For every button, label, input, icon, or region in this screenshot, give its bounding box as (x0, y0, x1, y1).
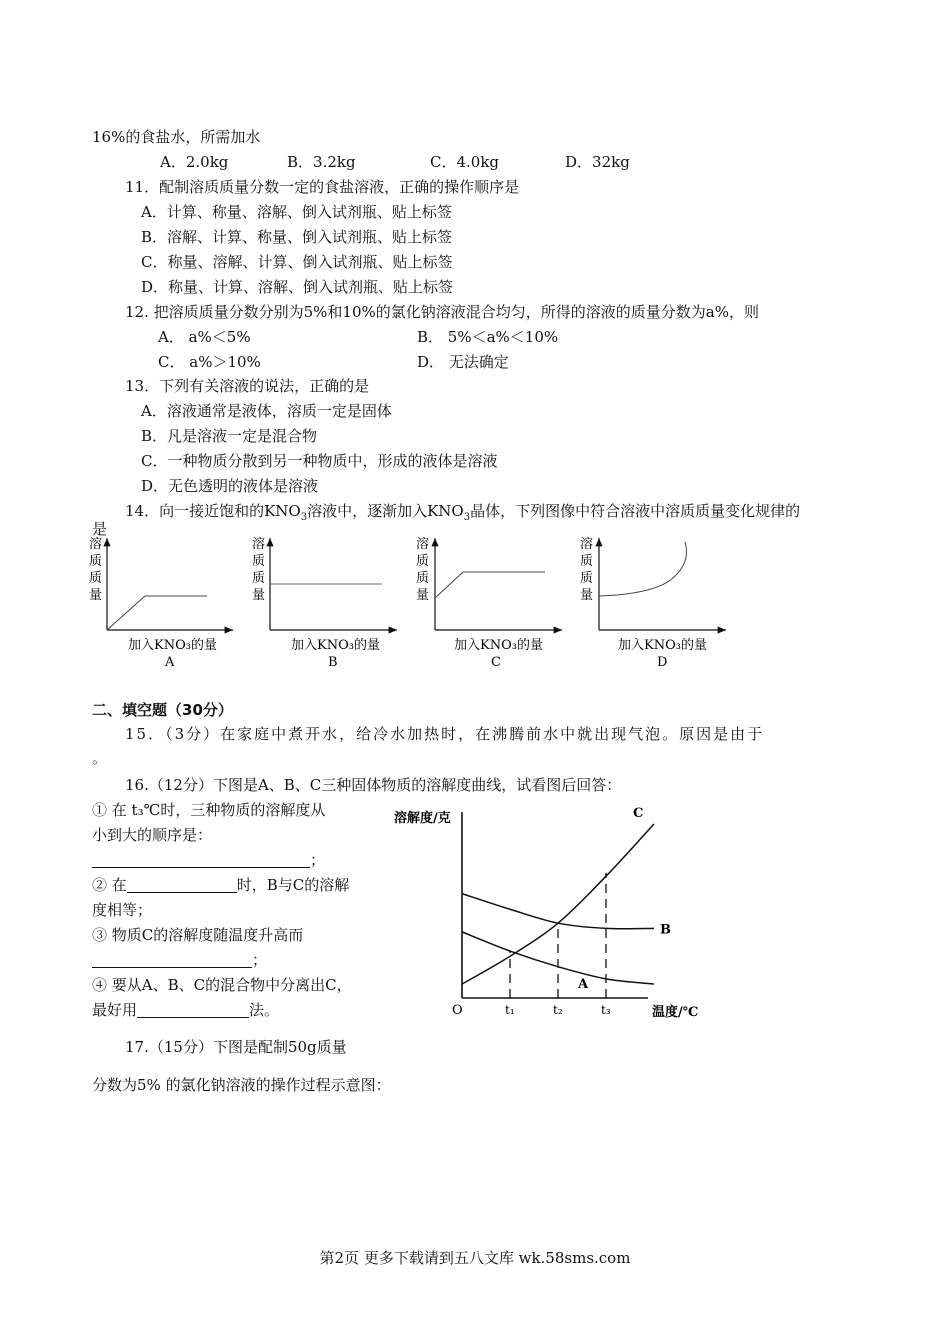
graph-c-ylabel-4: 量 (416, 588, 430, 603)
q16-blank-2[interactable] (127, 876, 237, 893)
tick-label-t2: t₂ (553, 1003, 563, 1017)
q12-option-d: D． 无法确定 (417, 353, 509, 371)
q14-graph-b (252, 536, 397, 670)
q16-item3-line1: ③ 物质C的溶解度随温度升高而 (92, 926, 304, 944)
q16-blank-4[interactable] (137, 1001, 249, 1018)
page-footer: 第2页 更多下载请到五八文库 wk.58sms.com (319, 1249, 631, 1267)
graph-c-letter: C (491, 655, 501, 670)
graph-c-rise-line (435, 572, 463, 598)
chart-xlabel: 温度/℃ (652, 1005, 699, 1020)
q12-option-b: B． 5%＜a%＜10% (417, 328, 559, 346)
graph-a-ylabel-2: 质 (89, 554, 103, 569)
q16-blank-3[interactable] (92, 951, 252, 968)
q16-item1-line2: 小到大的顺序是： (92, 826, 213, 844)
graph-b-ylabel-1: 溶 (252, 537, 266, 552)
graph-d-xlabel: 加入KNO₃的量 (618, 638, 707, 653)
q12-stem: 12. 把溶质质量分数分别为5%和10%的氯化钠溶液混合均匀，所得的溶液的质量分数为a%，则 (125, 303, 759, 321)
curve-label-b: B (660, 922, 671, 938)
graph-d-ylabel-3: 质 (580, 571, 594, 586)
q10-option-b: B．3.2kg (287, 153, 356, 171)
graph-b-ylabel-3: 质 (252, 571, 266, 586)
tick-label-t3: t₃ (601, 1003, 611, 1017)
graph-b-ylabel-4: 量 (252, 588, 266, 603)
q13-option-c: C．一种物质分散到另一种物质中，形成的液体是溶液 (141, 452, 498, 470)
q14-graph-c (416, 536, 562, 670)
chart-ylabel: 溶解度/克 (394, 811, 451, 826)
q16-item1-answer: ； (92, 849, 325, 871)
section-2-title: 二、填空题（30分） (92, 701, 233, 719)
graph-d-curve (599, 542, 687, 596)
q16-item4-line1: ④ 要从A、B、C的混合物中分离出C， (92, 976, 352, 994)
graph-b-xlabel: 加入KNO₃的量 (291, 638, 380, 653)
graph-a-xlabel: 加入KNO₃的量 (128, 638, 217, 653)
q10-option-a: A．2.0kg (160, 153, 229, 171)
q12-option-a: A． a%＜5% (158, 328, 251, 346)
q10-option-c: C．4.0kg (430, 153, 500, 171)
q12-option-c: C． a%＞10% (158, 353, 261, 371)
q17-line2: 分数为5% 的氯化钠溶液的操作过程示意图： (92, 1076, 391, 1094)
q10-option-d: D．32kg (565, 153, 630, 171)
q16-item3-answer: ； (92, 949, 267, 971)
q13-stem: 13．下列有关溶液的说法，正确的是 (125, 377, 370, 395)
q11-option-b: B．溶解、计算、称量、倒入试剂瓶、贴上标签 (141, 228, 453, 246)
graph-b-ylabel-2: 质 (252, 554, 266, 569)
q14-stem-continuation: 是 (92, 520, 108, 538)
graph-a-ylabel-4: 量 (89, 588, 103, 603)
graph-c-ylabel-2: 质 (416, 554, 430, 569)
q14-graph-d (580, 536, 726, 670)
graph-b-letter: B (328, 655, 338, 670)
graph-c-ylabel-3: 质 (416, 571, 430, 586)
q10-continuation: 16%的食盐水，所需加水 (92, 128, 261, 146)
q13-option-b: B．凡是溶液一定是混合物 (141, 427, 318, 445)
q14-graphs (85, 528, 745, 673)
q16-item2-line1: ② 在 时，B与C的溶解 (92, 876, 350, 894)
graph-a-rise-line (107, 596, 145, 630)
tick-label-t1: t₁ (505, 1003, 515, 1017)
q11-option-a: A．计算、称量、溶解、倒入试剂瓶、贴上标签 (141, 203, 452, 221)
chart-origin-label: O (452, 1003, 463, 1018)
q17-line1: 17.（15分）下图是配制50g质量 (125, 1038, 347, 1056)
solubility-curve-chart (390, 798, 720, 1023)
graph-c-xlabel: 加入KNO₃的量 (454, 638, 543, 653)
q11-option-d: D．称量、计算、溶解、倒入试剂瓶、贴上标签 (141, 278, 454, 296)
q16-item1-line1: ① 在 t₃℃时，三种物质的溶解度从 (92, 801, 326, 819)
graph-a-letter: A (165, 655, 175, 670)
graph-d-letter: D (657, 655, 668, 670)
q15-line2: 。 (92, 749, 108, 767)
q13-option-d: D．无色透明的液体是溶液 (141, 477, 319, 495)
q14-stem: 14．向一接近饱和的$KNO_3$溶液中，逐渐加入$KNO_3$晶体，下列图像中符合溶液中溶质质量变化规律的 (125, 502, 801, 523)
q16-item2-line2: 度相等； (92, 901, 153, 919)
graph-c-ylabel-1: 溶 (416, 537, 430, 552)
q14-graph-a (89, 536, 233, 670)
q15-line1: 15．（3分）在家庭中煮开水，给冷水加热时，在沸腾前水中就出现气泡。原因是由于 (125, 725, 765, 743)
q16-item4-line2: 最好用 法。 (92, 1001, 280, 1019)
q11-option-c: C．称量、溶解、计算、倒入试剂瓶、贴上标签 (141, 253, 453, 271)
curve-label-a: A (578, 977, 589, 993)
q13-option-a: A．溶液通常是液体，溶质一定是固体 (141, 402, 392, 420)
graph-a-ylabel-1: 溶 (89, 537, 103, 552)
graph-d-ylabel-4: 量 (580, 588, 594, 603)
q16-stem: 16.（12分）下图是A、B、C三种固体物质的溶解度曲线，试看图后回答： (125, 776, 622, 794)
graph-d-ylabel-2: 质 (580, 554, 594, 569)
graph-a-ylabel-3: 质 (89, 571, 103, 586)
q16-blank-1[interactable] (92, 851, 310, 868)
q11-stem: 11．配制溶质质量分数一定的食盐溶液，正确的操作顺序是 (125, 178, 520, 196)
curve-label-c: C (633, 806, 644, 821)
graph-d-ylabel-1: 溶 (580, 537, 594, 552)
